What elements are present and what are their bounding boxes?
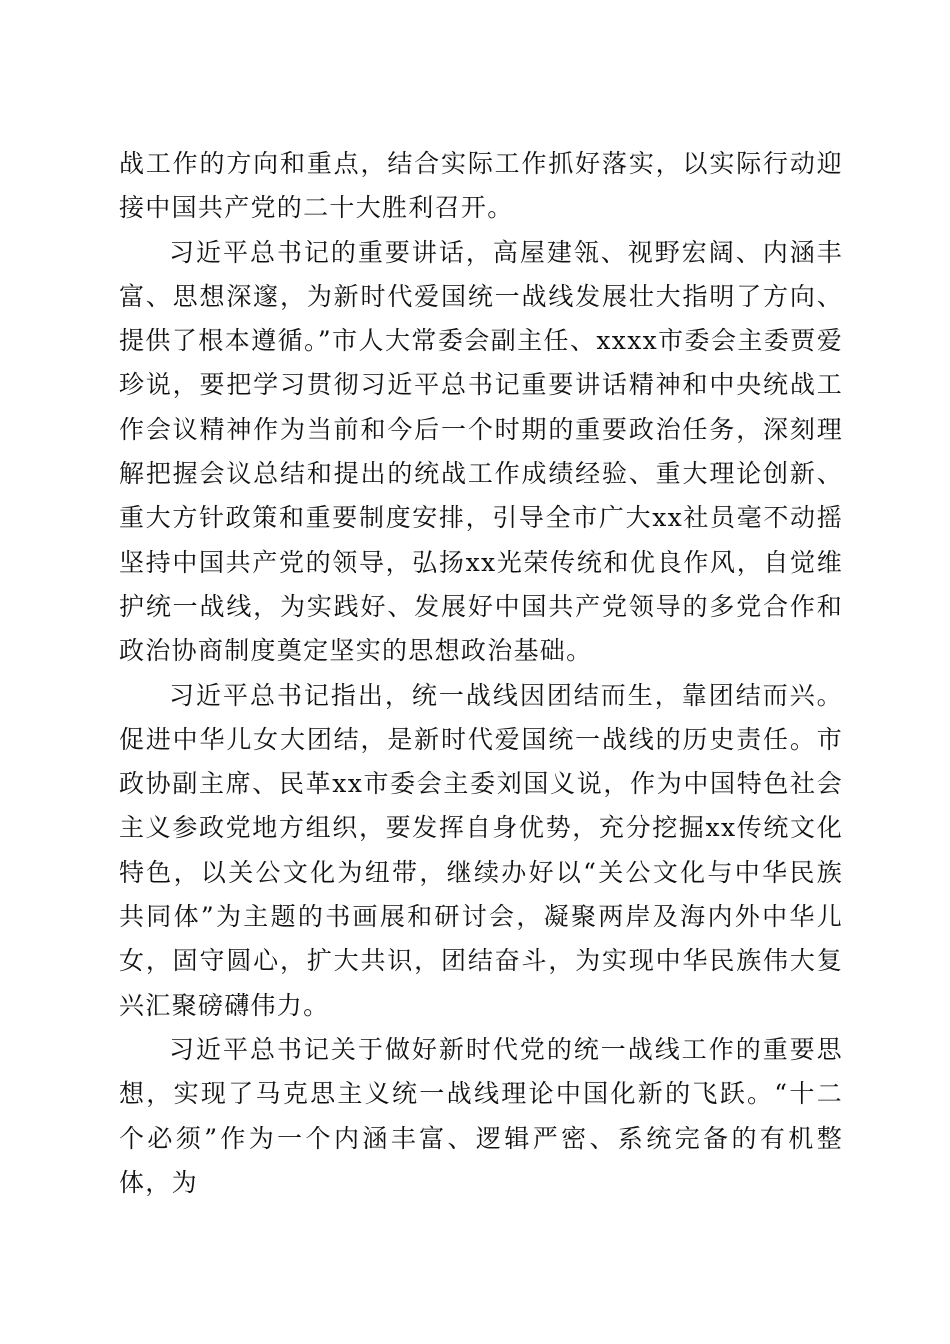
paragraph: 习近平总书记关于做好新时代党的统一战线工作的重要思想，实现了马克思主义统一战线理论中国化新的飞跃。“十二个必须”作为一个内涵丰富、逻辑严密、系统完备的有机整体，为 — [119, 1034, 843, 1197]
document-body — [119, 142, 843, 1205]
paragraph-continuation: 战工作的方向和重点，结合实际工作抓好落实，以实际行动迎接中国共产党的二十大胜利召开。 — [119, 149, 843, 223]
paragraph: 习近平总书记指出，统一战线因团结而生，靠团结而兴。促进中华儿女大团结，是新时代爱国统一战线的历史责任。市政协副主席、民革xx市委会主委刘国义说，作为中国特色社会主义参政党地方组织，要发挥自身优势，充分挖掘xx传统文化特色，以关公文化为纽带，继续办好以“关公文化与中华民族共同体”为主题的书画展和研讨会，凝聚两岸及海内外中华儿女，固守圆心，扩大共识，团结奋斗，为实现中华民族伟大复兴汇聚磅礴伟力。 — [119, 680, 843, 1020]
paragraph: 习近平总书记的重要讲话，高屋建瓴、视野宏阔、内涵丰富、思想深邃，为新时代爱国统一战线发展壮大指明了方向、提供了根本遵循。”市人大常委会副主任、xxxx市委会主委贾爱珍说，要把学习贯彻习近平总书记重要讲话精神和中央统战工作会议精神作为当前和今后一个时期的重要政治任务，深刻理解把握会议总结和提出的统战工作成绩经验、重大理论创新、重大方针政策和重要制度安排，引导全市广大xx社员毫不动摇坚持中国共产党的领导，弘扬xx光荣传统和优良作风，自觉维护统一战线，为实践好、发展好中国共产党领导的多党合作和政治协商制度奠定坚实的思想政治基础。 — [119, 237, 843, 666]
